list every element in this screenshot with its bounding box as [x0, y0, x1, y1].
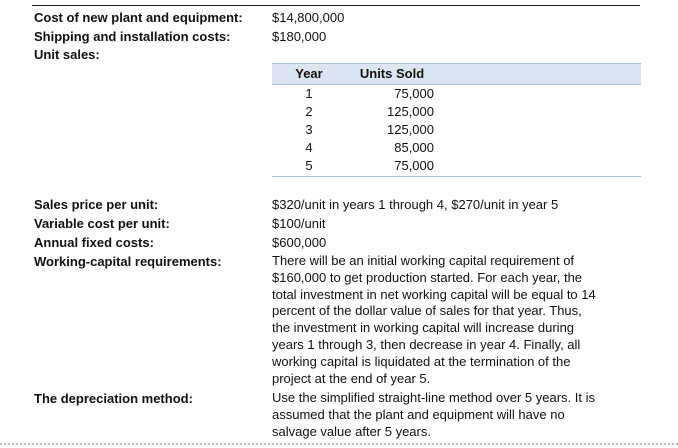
- year-cell: 3: [305, 122, 313, 137]
- year-cell: 4: [305, 140, 313, 155]
- table-row: [272, 121, 641, 139]
- table-row: [272, 157, 641, 175]
- table-row: [272, 85, 641, 103]
- year-header: Year: [295, 66, 323, 81]
- shipping-value: $180,000: [272, 29, 327, 44]
- units-sold-header: Units Sold: [359, 66, 425, 81]
- units-cell: 75,000: [394, 86, 434, 101]
- units-sold-table: [272, 63, 641, 177]
- units-cell: 125,000: [387, 104, 434, 119]
- table-row: [272, 139, 641, 157]
- sales-price-label: Sales price per unit:: [34, 197, 159, 212]
- depreciation-value: Use the simplified straight-line method over 5 years. It is assumed that the plant and equipment will have no salvage value after 5 years.: [272, 390, 595, 439]
- working-capital-value: There will be an initial working capital requirement of $160,000 to get production started. For each year, the total investment in net working capital will be equal to 14 percent of the dollar value of sales for that year. Thus, the investment in working capital will increase during years 1 through 3, then decrease in year 4. Finally, all working capital is liquidated at the termination of the project at the end of year 5.: [272, 253, 596, 386]
- shipping-label: Shipping and installation costs:: [34, 29, 231, 44]
- units-cell: 125,000: [387, 122, 434, 137]
- top-rule: [32, 5, 640, 6]
- working-capital-label: Working-capital requirements:: [34, 254, 222, 269]
- variable-cost-value: $100/unit: [272, 216, 326, 231]
- year-cell: 2: [305, 104, 313, 119]
- units-table-header: [272, 63, 641, 85]
- fixed-costs-value: $600,000: [272, 235, 327, 250]
- sales-price-value: $320/unit in years 1 through 4, $270/unit in year 5: [272, 197, 559, 212]
- bottom-dotted-rule: [0, 443, 678, 445]
- year-cell: 5: [305, 158, 313, 173]
- cost-label: Cost of new plant and equipment:: [34, 10, 243, 25]
- depreciation-label: The depreciation method:: [34, 391, 193, 406]
- units-cell: 75,000: [394, 158, 434, 173]
- table-row: [272, 103, 641, 121]
- units-cell: 85,000: [394, 140, 434, 155]
- year-cell: 1: [305, 86, 313, 101]
- cost-value: $14,800,000: [272, 10, 345, 25]
- unit-sales-label: Unit sales:: [34, 47, 100, 62]
- units-table-bottom-rule: [272, 176, 641, 177]
- fixed-costs-label: Annual fixed costs:: [34, 235, 154, 250]
- variable-cost-label: Variable cost per unit:: [34, 216, 170, 231]
